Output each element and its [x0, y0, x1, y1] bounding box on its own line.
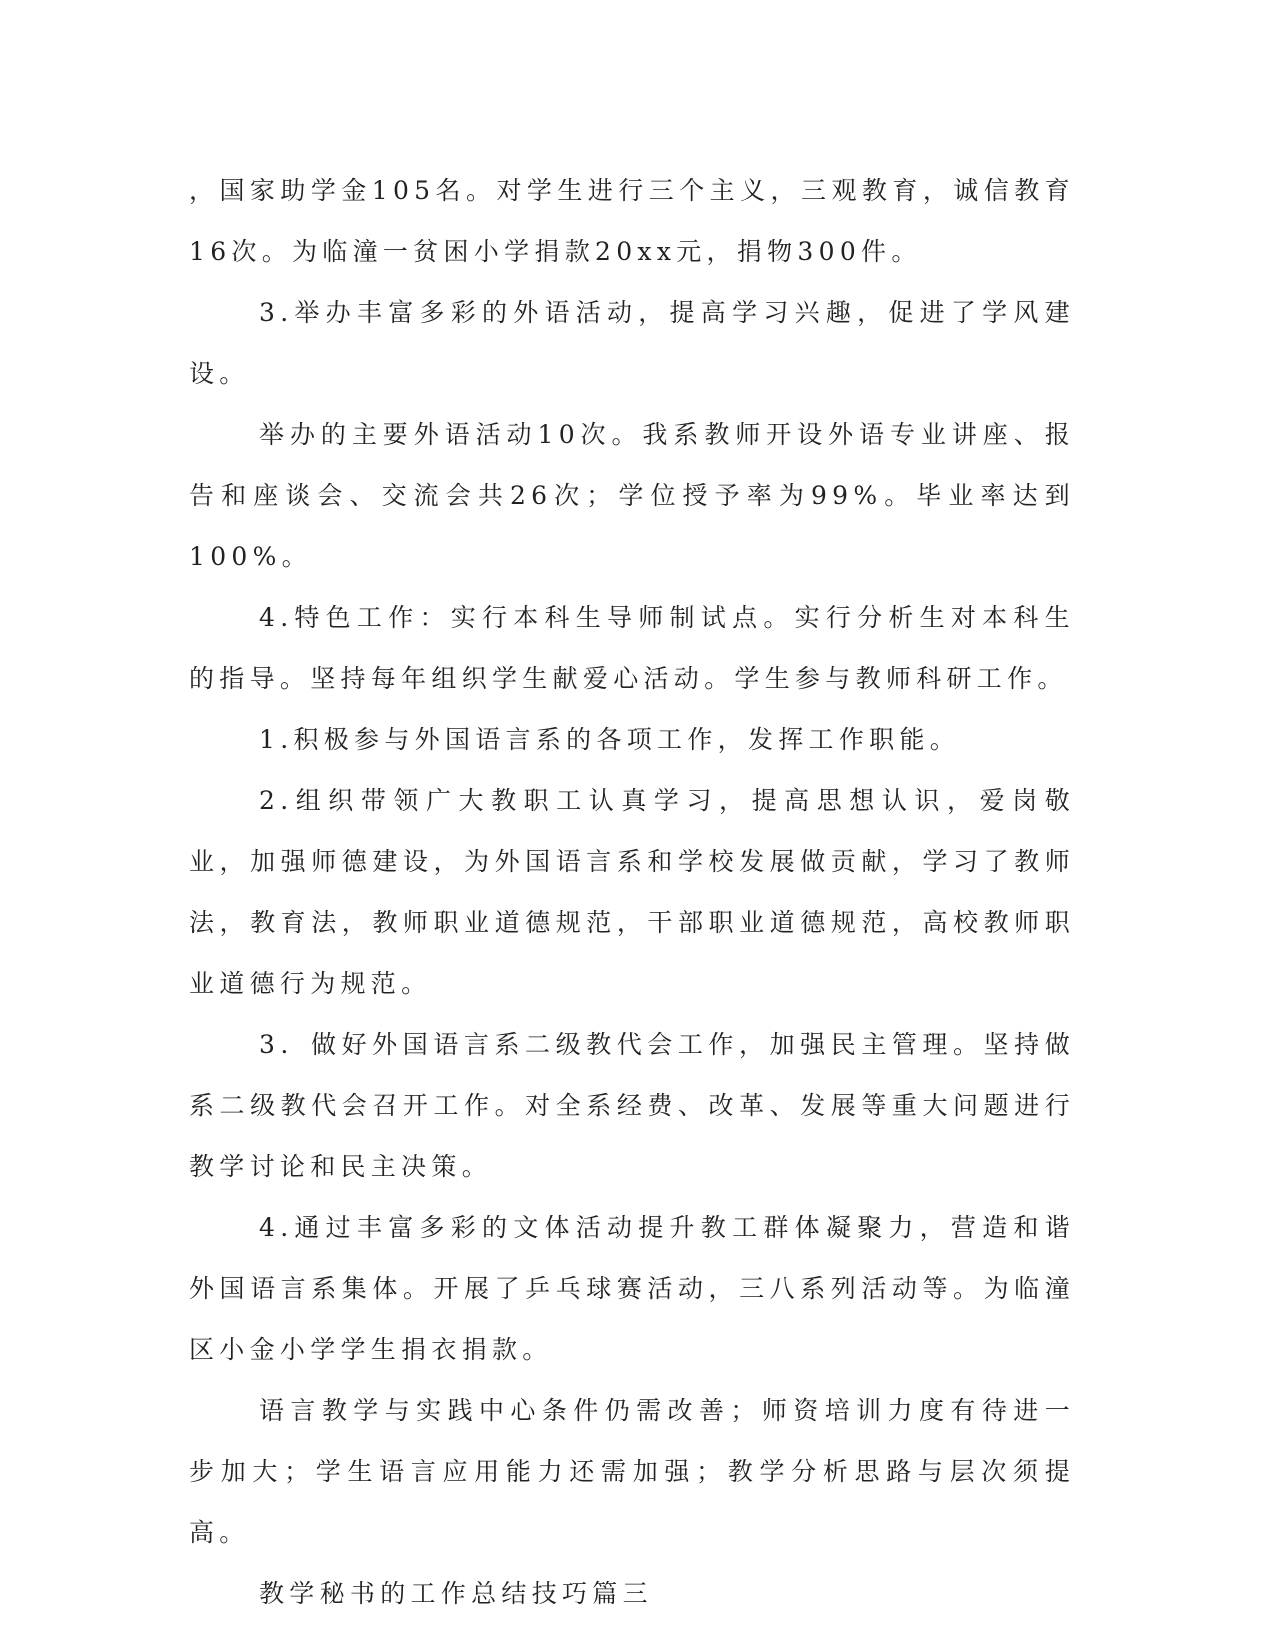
section-heading: 教学秘书的工作总结技巧篇三 — [259, 1579, 653, 1608]
paragraph-1: ，国家助学金105名。对学生进行三个主义，三观教育，诚信教育16次。为临潼一贫困小学捐款20xx元，捐物300件。 — [189, 176, 1075, 266]
paragraph-2: 3.举办丰富多彩的外语活动，提高学习兴趣，促进了学风建设。 — [189, 298, 1075, 388]
paragraph-8: 4.通过丰富多彩的文体活动提升教工群体凝聚力，营造和谐外国语言系集体。开展了乒乓球赛活动，三八系列活动等。为临潼区小金小学学生捐衣捐款。 — [189, 1213, 1075, 1364]
paragraph-3: 举办的主要外语活动10次。我系教师开设外语专业讲座、报告和座谈会、交流会共26次；学位授予率为99%。毕业率达到100%。 — [189, 420, 1075, 571]
paragraph-7: 3．做好外国语言系二级教代会工作，加强民主管理。坚持做系二级教代会召开工作。对全系经费、改革、发展等重大问题进行教学讨论和民主决策。 — [189, 1030, 1075, 1181]
document-body — [189, 160, 1075, 1624]
paragraph-4: 4.特色工作：实行本科生导师制试点。实行分析生对本科生的指导。坚持每年组织学生献爱心活动。学生参与教师科研工作。 — [189, 603, 1075, 693]
paragraph-6: 2.组织带领广大教职工认真学习，提高思想认识，爱岗敬业，加强师德建设，为外国语言系和学校发展做贡献，学习了教师法，教育法，教师职业道德规范，干部职业道德规范，高校教师职业道德行为规范。 — [189, 786, 1075, 998]
paragraph-9: 语言教学与实践中心条件仍需改善；师资培训力度有待进一步加大；学生语言应用能力还需加强；教学分析思路与层次须提高。 — [189, 1396, 1075, 1547]
paragraph-5: 1.积极参与外国语言系的各项工作，发挥工作职能。 — [259, 725, 961, 754]
